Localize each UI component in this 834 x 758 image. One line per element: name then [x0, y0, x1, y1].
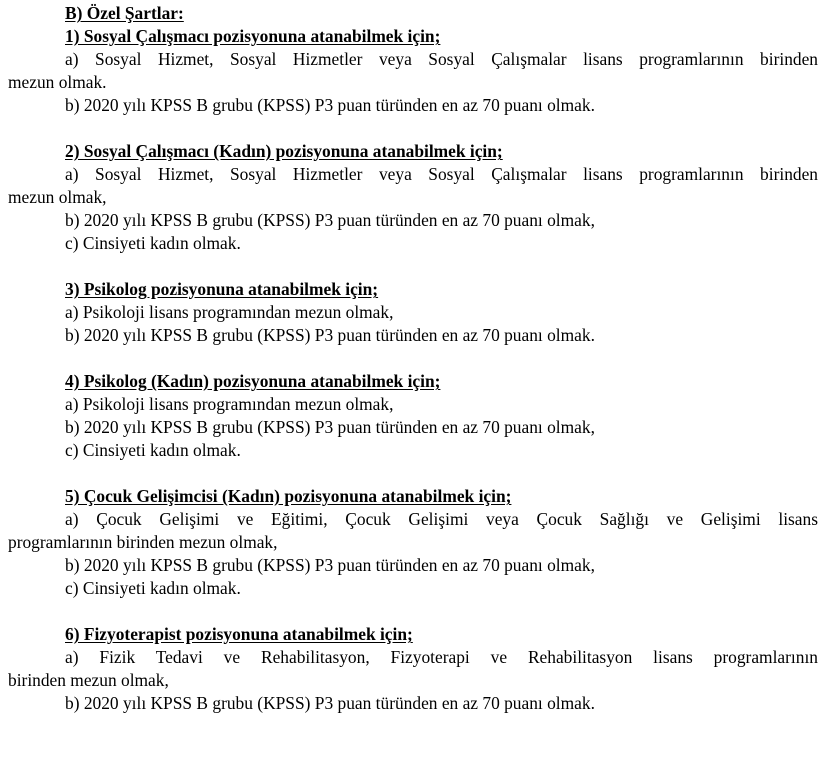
spacer: [8, 347, 818, 370]
section-sosyal-calismaci-kadin: [8, 140, 818, 255]
section-heading: 2) Sosyal Çalışmacı (Kadın) pozisyonuna atanabilmek için;: [65, 141, 503, 161]
section-psikolog-kadin: [8, 370, 818, 462]
item-b: b) 2020 yılı KPSS B grubu (KPSS) P3 puan türünden en az 70 puanı olmak,: [65, 555, 595, 575]
section-cocuk-gelisimcisi-kadin: [8, 485, 818, 600]
section-heading: 1) Sosyal Çalışmacı pozisyonuna atanabilmek için;: [65, 26, 441, 46]
item-a-continuation: mezun olmak,: [8, 187, 107, 207]
item-b: b) 2020 yılı KPSS B grubu (KPSS) P3 puan türünden en az 70 puanı olmak.: [65, 325, 595, 345]
section-heading: 4) Psikolog (Kadın) pozisyonuna atanabilmek için;: [65, 371, 441, 391]
item-b: b) 2020 yılı KPSS B grubu (KPSS) P3 puan türünden en az 70 puanı olmak.: [65, 693, 595, 713]
item-b: b) 2020 yılı KPSS B grubu (KPSS) P3 puan türünden en az 70 puanı olmak.: [65, 95, 595, 115]
spacer: [8, 117, 818, 140]
item-a-continuation: programlarının birinden mezun olmak,: [8, 532, 278, 552]
item-a-first-line: a) Sosyal Hizmet, Sosyal Hizmetler veya Sosyal Çalışmalar lisans programlarının birinden: [65, 164, 818, 184]
item-a-first-line: a) Çocuk Gelişimi ve Eğitimi, Çocuk Gelişimi veya Çocuk Sağlığı ve Gelişimi lisans: [65, 509, 818, 529]
spacer: [8, 255, 818, 278]
section-heading: 5) Çocuk Gelişimcisi (Kadın) pozisyonuna atanabilmek için;: [65, 486, 512, 506]
section-sosyal-calismaci: [8, 25, 818, 117]
item-c: c) Cinsiyeti kadın olmak.: [65, 233, 241, 253]
item-a-continuation: birinden mezun olmak,: [8, 670, 169, 690]
spacer: [8, 462, 818, 485]
main-heading: B) Özel Şartlar:: [65, 3, 184, 23]
section-psikolog: [8, 278, 818, 347]
section-heading: 6) Fizyoterapist pozisyonuna atanabilmek için;: [65, 624, 413, 644]
spacer: [8, 600, 818, 623]
item-a-first-line: a) Fizik Tedavi ve Rehabilitasyon, Fizyoterapi ve Rehabilitasyon lisans programlarının: [65, 647, 818, 667]
item-c: c) Cinsiyeti kadın olmak.: [65, 440, 241, 460]
item-a-continuation: mezun olmak.: [8, 72, 107, 92]
item-c: c) Cinsiyeti kadın olmak.: [65, 578, 241, 598]
item-b: b) 2020 yılı KPSS B grubu (KPSS) P3 puan türünden en az 70 puanı olmak,: [65, 210, 595, 230]
section-fizyoterapist: [8, 623, 818, 715]
document-page: [8, 2, 818, 715]
item-a-first-line: a) Sosyal Hizmet, Sosyal Hizmetler veya Sosyal Çalışmalar lisans programlarının birinden: [65, 49, 818, 69]
item-a: a) Psikoloji lisans programından mezun olmak,: [65, 302, 394, 322]
section-heading: 3) Psikolog pozisyonuna atanabilmek için;: [65, 279, 379, 299]
item-b: b) 2020 yılı KPSS B grubu (KPSS) P3 puan türünden en az 70 puanı olmak,: [65, 417, 595, 437]
item-a: a) Psikoloji lisans programından mezun olmak,: [65, 394, 394, 414]
